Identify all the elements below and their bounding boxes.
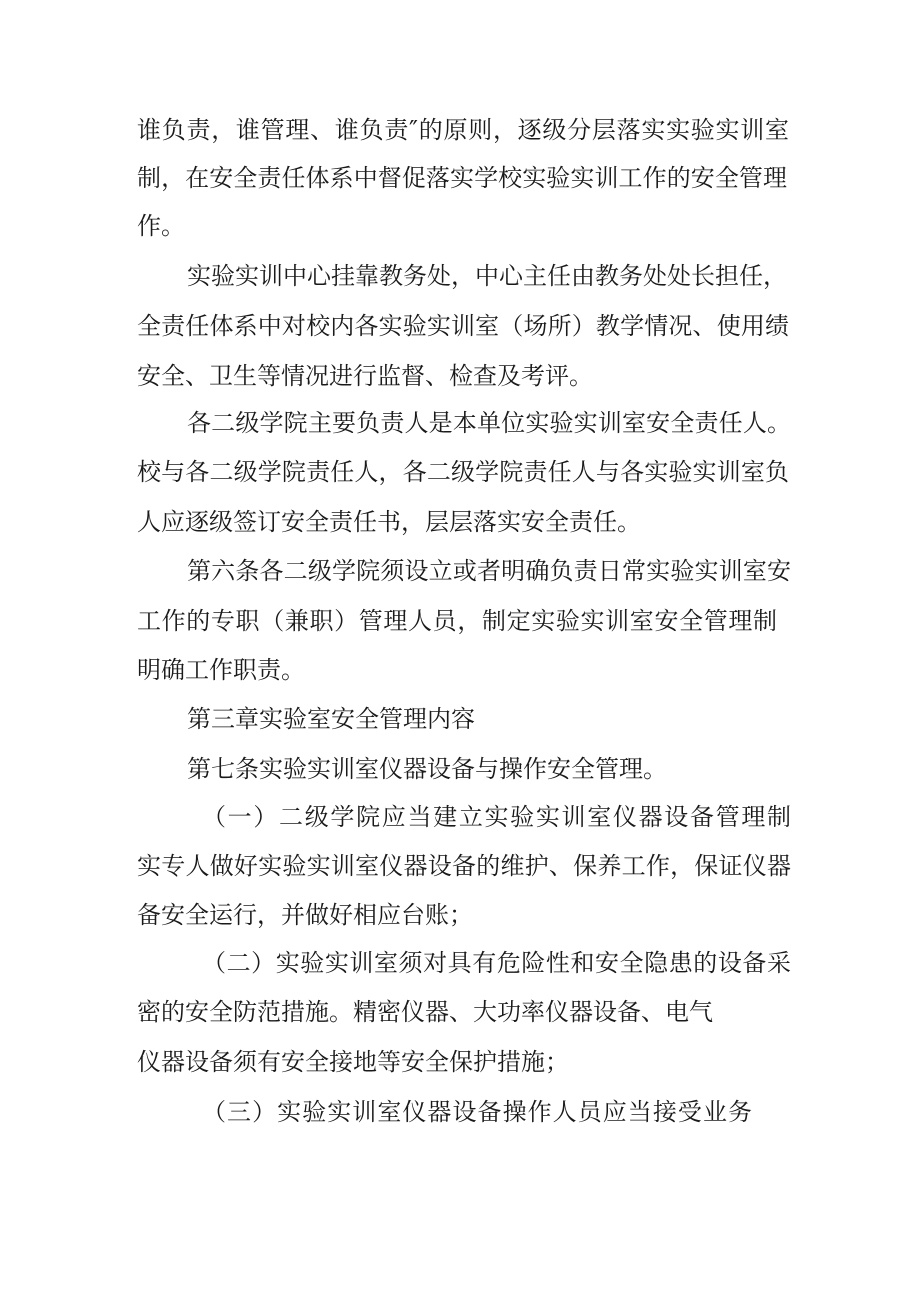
text-line-10: 第六条各二级学院须设立或者明确负责日常实验实训室安 [187,557,791,585]
text-line-7: 各二级学院主要负责人是本单位实验实训室安全责任人。 [187,409,791,437]
text-line-18: （二）实验实训室须对具有危险性和安全隐患的设备采 [202,949,791,977]
text-line-5: 全责任体系中对校内各实验实训室（场所）教学情况、使用绩 [137,312,789,340]
text-line-16: 实专人做好实验实训室仪器设备的维护、保养工作，保证仪器 [137,852,791,880]
text-line-8: 校与各二级学院责任人，各二级学院责任人与各实验实训室负 [137,458,789,486]
text-line-6: 安全、卫生等情况进行监督、检查及考评。 [137,362,593,390]
article-seven-heading: 第七条实验实训室仪器设备与操作安全管理。 [187,755,667,783]
text-line-11: 工作的专职（兼职）管理人员，制定实验实训室安全管理制 [137,607,777,635]
text-line-1: 谁负责，谁管理、谁负责″的原则，逐级分层落实实验实训室 [137,116,789,144]
text-line-19: 密的安全防范措施。精密仪器、大功率仪器设备、电气 [137,998,713,1026]
text-line-12: 明确工作职责。 [137,656,305,684]
chapter-heading: 第三章实验室安全管理内容 [187,705,475,733]
text-line-17: 备安全运行，并做好相应台账； [137,901,473,929]
text-line-2: 制，在安全责任体系中督促落实学校实验实训工作的安全管理 [137,164,787,192]
text-line-21: （三）实验实训室仪器设备操作人员应当接受业务 [202,1098,752,1126]
text-line-3: 作。 [137,212,185,240]
text-line-15: （一）二级学院应当建立实验实训室仪器设备管理制 [202,803,791,831]
text-line-4: 实验实训中心挂靠教务处，中心主任由教务处处长担任， [187,262,787,290]
text-line-20: 仪器设备须有安全接地等安全保护措施； [137,1048,569,1076]
text-line-9: 人应逐级签订安全责任书，层层落实安全责任。 [137,508,641,536]
